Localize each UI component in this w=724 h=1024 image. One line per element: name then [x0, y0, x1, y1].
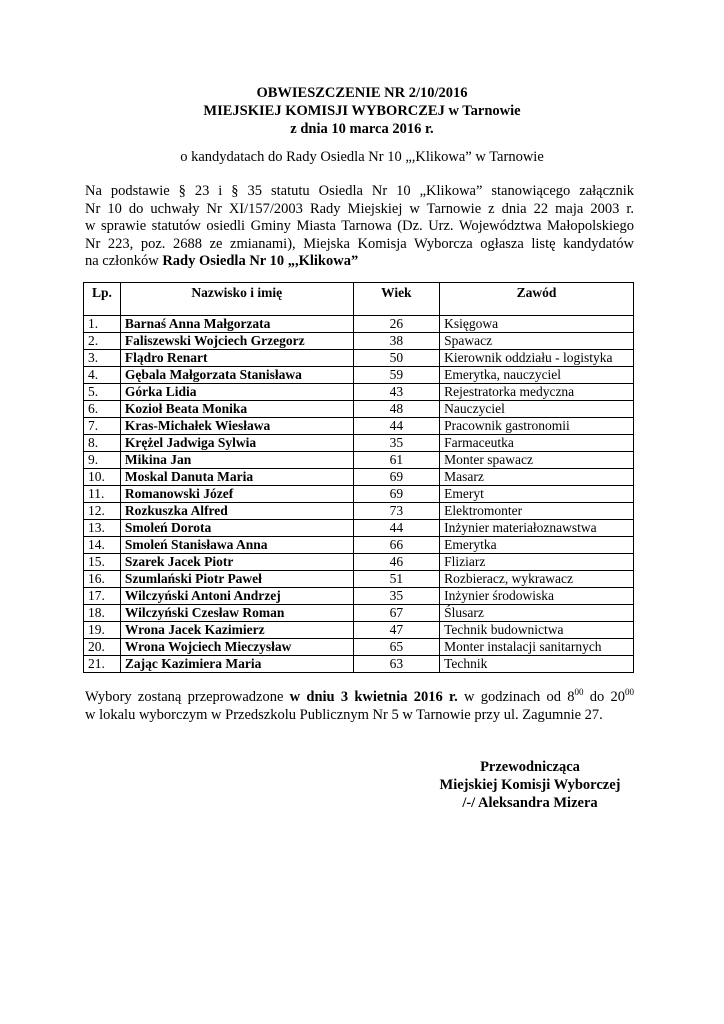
- table-row: [84, 316, 634, 333]
- hours-sup-from: 00: [574, 687, 584, 698]
- cell-name: Kozioł Beata Monika: [120, 401, 353, 418]
- intro-line-prefix: na członków: [85, 253, 163, 269]
- election-location: w lokalu wyborczym w Przedszkolu Publicznym Nr 5 w Tarnowie przy ul. Zagumnie 27.: [85, 707, 603, 723]
- cell-occupation: Ślusarz: [440, 605, 634, 622]
- cell-age: 44: [353, 418, 440, 435]
- table-row: [84, 333, 634, 350]
- cell-age: 35: [353, 435, 440, 452]
- cell-number: 11.: [84, 486, 121, 503]
- cell-occupation: Spawacz: [440, 333, 634, 350]
- cell-age: 44: [353, 520, 440, 537]
- cell-number: 1.: [84, 316, 121, 333]
- cell-age: 67: [353, 605, 440, 622]
- cell-age: 61: [353, 452, 440, 469]
- council-name: Rady Osiedla Nr 10 „,Klikowa”: [162, 253, 359, 269]
- signature-block: [430, 758, 630, 812]
- cell-name: Gębala Małgorzata Stanisława: [120, 367, 353, 384]
- col-header-age: Wiek: [353, 283, 440, 316]
- cell-age: 69: [353, 469, 440, 486]
- cell-number: 17.: [84, 588, 121, 605]
- cell-occupation: Farmaceutka: [440, 435, 634, 452]
- cell-age: 73: [353, 503, 440, 520]
- cell-occupation: Monter spawacz: [440, 452, 634, 469]
- cell-name: Szumlański Piotr Paweł: [120, 571, 353, 588]
- cell-age: 65: [353, 639, 440, 656]
- cell-name: Barnaś Anna Małgorzata: [120, 316, 353, 333]
- signature-commission: Miejskiej Komisji Wyborczej: [439, 777, 621, 793]
- table-row: [84, 622, 634, 639]
- signature-name: /-/ Aleksandra Mizera: [462, 795, 598, 811]
- cell-number: 19.: [84, 622, 121, 639]
- election-hours-to: do 20: [583, 689, 626, 705]
- cell-number: 13.: [84, 520, 121, 537]
- cell-name: Smoleń Dorota: [120, 520, 353, 537]
- cell-name: Mikina Jan: [120, 452, 353, 469]
- table-row: [84, 384, 634, 401]
- col-header-occupation: Zawód: [440, 283, 634, 316]
- cell-age: 43: [353, 384, 440, 401]
- cell-age: 50: [353, 350, 440, 367]
- cell-number: 10.: [84, 469, 121, 486]
- cell-occupation: Masarz: [440, 469, 634, 486]
- table-row: [84, 656, 634, 673]
- cell-occupation: Technik: [440, 656, 634, 673]
- intro-line: Nr 10 do uchwały Nr XI/157/2003 Rady Miejskiej w Tarnowie z dnia 22 maja 2003 r.: [85, 200, 634, 217]
- cell-age: 59: [353, 367, 440, 384]
- table-row: [84, 503, 634, 520]
- col-header-number: Lp.: [84, 283, 121, 316]
- hours-sup-to: 00: [625, 687, 635, 698]
- table-row: [84, 605, 634, 622]
- cell-number: 8.: [84, 435, 121, 452]
- cell-occupation: Fliziarz: [440, 554, 634, 571]
- cell-occupation: Emerytka: [440, 537, 634, 554]
- table-header-row: [84, 283, 634, 316]
- cell-name: Romanowski Józef: [120, 486, 353, 503]
- cell-age: 35: [353, 588, 440, 605]
- cell-number: 21.: [84, 656, 121, 673]
- cell-name: Faliszewski Wojciech Grzegorz: [120, 333, 353, 350]
- cell-occupation: Rozbieracz, wykrawacz: [440, 571, 634, 588]
- table-row: [84, 520, 634, 537]
- table-row: [84, 571, 634, 588]
- cell-number: 2.: [84, 333, 121, 350]
- cell-name: Krężel Jadwiga Sylwia: [120, 435, 353, 452]
- cell-occupation: Pracownik gastronomii: [440, 418, 634, 435]
- election-hours-from: w godzinach od 8: [457, 689, 575, 705]
- cell-name: Rozkuszka Alfred: [120, 503, 353, 520]
- cell-name: Górka Lidia: [120, 384, 353, 401]
- table-row: [84, 350, 634, 367]
- cell-name: Moskal Danuta Maria: [120, 469, 353, 486]
- cell-age: 69: [353, 486, 440, 503]
- document-header: [0, 84, 724, 138]
- cell-occupation: Inżynier środowiska: [440, 588, 634, 605]
- cell-age: 51: [353, 571, 440, 588]
- table-row: [84, 401, 634, 418]
- intro-line-last: [85, 253, 634, 271]
- election-info: [85, 688, 634, 724]
- document-subject: o kandydatach do Rady Osiedla Nr 10 „,Klikowa” w Tarnowie: [180, 149, 544, 165]
- cell-number: 5.: [84, 384, 121, 401]
- table-row: [84, 367, 634, 384]
- cell-age: 48: [353, 401, 440, 418]
- cell-number: 3.: [84, 350, 121, 367]
- candidates-table-body: [84, 316, 634, 673]
- cell-age: 38: [353, 333, 440, 350]
- cell-occupation: Elektromonter: [440, 503, 634, 520]
- intro-line: Na podstawie § 23 i § 35 statutu Osiedla Nr 10 „Klikowa” stanowiącego załącznik: [85, 183, 634, 199]
- table-row: [84, 435, 634, 452]
- cell-age: 63: [353, 656, 440, 673]
- cell-occupation: Nauczyciel: [440, 401, 634, 418]
- cell-name: Wilczyński Czesław Roman: [120, 605, 353, 622]
- cell-number: 4.: [84, 367, 121, 384]
- cell-number: 18.: [84, 605, 121, 622]
- cell-age: 46: [353, 554, 440, 571]
- table-row: [84, 452, 634, 469]
- candidates-table: [83, 282, 634, 673]
- header-date: z dnia 10 marca 2016 r.: [290, 121, 434, 137]
- cell-age: 66: [353, 537, 440, 554]
- cell-occupation: Rejestratorka medyczna: [440, 384, 634, 401]
- table-row: [84, 418, 634, 435]
- cell-number: 16.: [84, 571, 121, 588]
- cell-occupation: Emerytka, nauczyciel: [440, 367, 634, 384]
- cell-name: Wrona Jacek Kazimierz: [120, 622, 353, 639]
- table-row: [84, 469, 634, 486]
- table-row: [84, 588, 634, 605]
- cell-name: Zając Kazimiera Maria: [120, 656, 353, 673]
- cell-name: Flądro Renart: [120, 350, 353, 367]
- cell-occupation: Technik budownictwa: [440, 622, 634, 639]
- table-row: [84, 554, 634, 571]
- cell-number: 20.: [84, 639, 121, 656]
- cell-occupation: Monter instalacji sanitarnych: [440, 639, 634, 656]
- election-info-line1: [85, 688, 634, 706]
- election-date: w dniu 3 kwietnia 2016 r.: [289, 689, 458, 705]
- cell-name: Wrona Wojciech Mieczysław: [120, 639, 353, 656]
- cell-number: 9.: [84, 452, 121, 469]
- cell-name: Wilczyński Antoni Andrzej: [120, 588, 353, 605]
- table-row: [84, 537, 634, 554]
- col-header-name: Nazwisko i imię: [120, 283, 353, 316]
- header-title: OBWIESZCZENIE NR 2/10/2016: [256, 85, 468, 101]
- cell-age: 47: [353, 622, 440, 639]
- cell-occupation: Kierownik oddziału - logistyka: [440, 350, 634, 367]
- intro-line: w sprawie statutów osiedli Gminy Miasta Tarnowa (Dz. Urz. Województwa Małopolskiego: [85, 218, 634, 234]
- cell-number: 6.: [84, 401, 121, 418]
- election-info-text: Wybory zostaną przeprowadzone: [85, 689, 290, 705]
- cell-occupation: Inżynier materiałoznawstwa: [440, 520, 634, 537]
- cell-name: Kras-Michałek Wiesława: [120, 418, 353, 435]
- cell-number: 7.: [84, 418, 121, 435]
- cell-name: Smoleń Stanisława Anna: [120, 537, 353, 554]
- cell-number: 14.: [84, 537, 121, 554]
- cell-number: 12.: [84, 503, 121, 520]
- cell-number: 15.: [84, 554, 121, 571]
- table-row: [84, 486, 634, 503]
- intro-line: Nr 223, poz. 2688 ze zmianami), Miejska Komisja Wyborcza ogłasza listę kandydatów: [85, 235, 634, 252]
- intro-paragraph: [85, 183, 634, 271]
- cell-occupation: Emeryt: [440, 486, 634, 503]
- signature-role: Przewodnicząca: [480, 759, 580, 775]
- cell-name: Szarek Jacek Piotr: [120, 554, 353, 571]
- cell-age: 26: [353, 316, 440, 333]
- table-row: [84, 639, 634, 656]
- cell-occupation: Księgowa: [440, 316, 634, 333]
- header-issuer: MIEJSKIEJ KOMISJI WYBORCZEJ w Tarnowie: [203, 103, 521, 119]
